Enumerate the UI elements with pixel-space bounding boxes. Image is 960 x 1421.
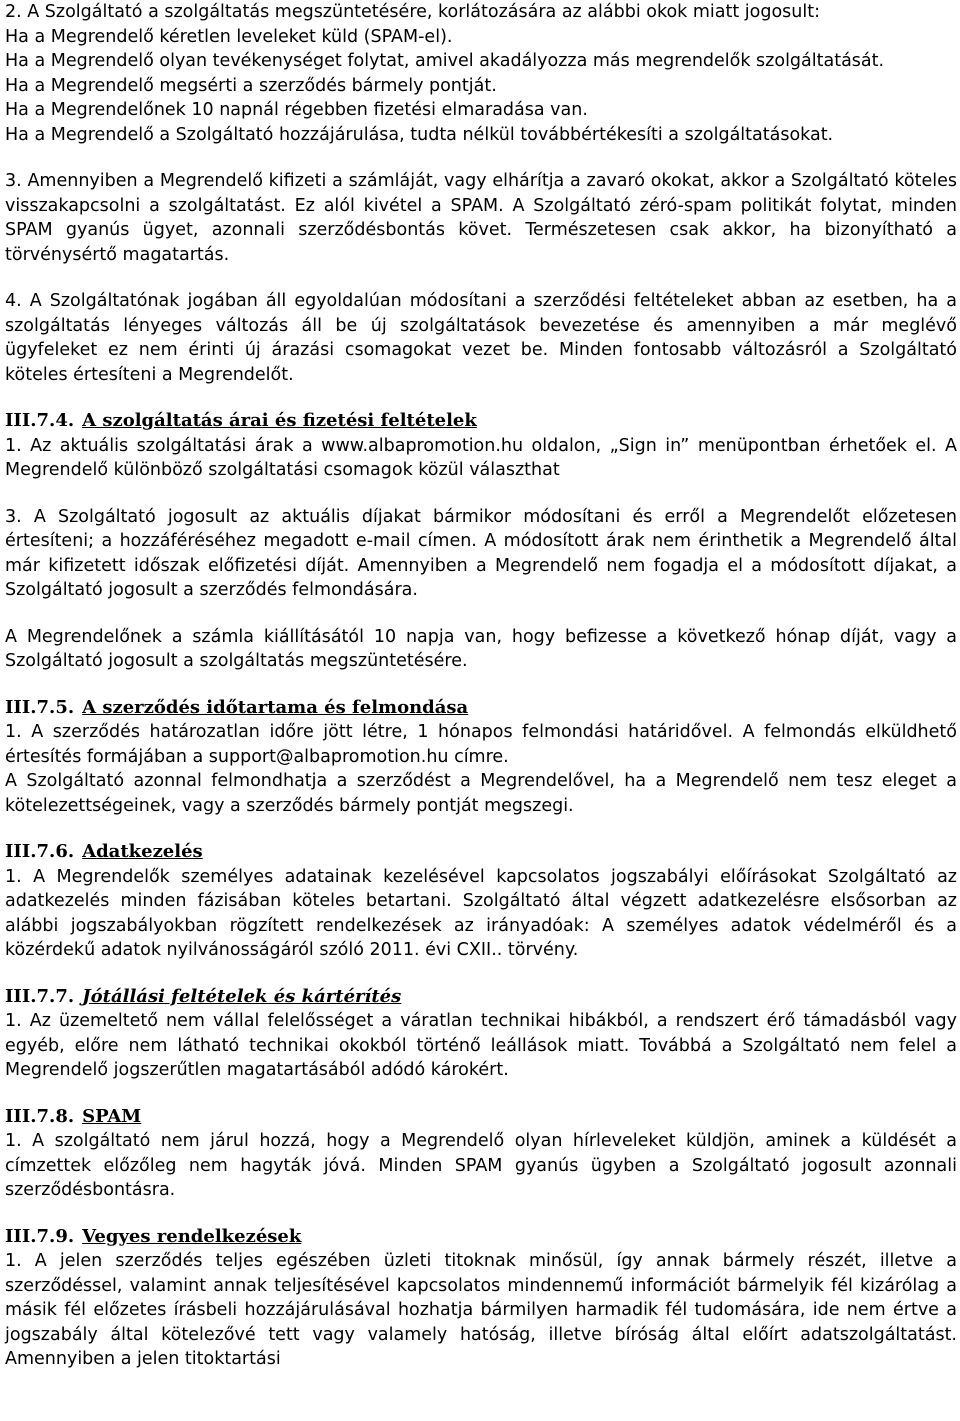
paragraph-price-change: 3. A Szolgáltató jogosult az aktuális díjakat bármikor módosítani és erről a Megrendelőt előzetesen értesíteni; a hozzáféréséhez megadott e-mail címen. A módosított árak nem érinthetik a Megrendelő által már kifizetett időszak előfizetési díját. Amennyiben a Megrendelő nem fogadja el a módosított díjakat, a Szolgáltató jogosult a szerződés felmondására. [5,506,957,600]
section-heading-misc [5,1225,957,1250]
paragraph-spam-policy: 1. A szolgáltató nem járul hozzá, hogy a Megrendelő olyan hírleveleket küldjön, aminek a küldését a címzettek előzőleg nem hagyták jóvá. Minden SPAM gyanús ügyben a Szolgáltató jogosult azonnali szerződésbontásra. [5,1131,957,1200]
section-heading-spam [5,1105,957,1130]
section-heading-prices [5,409,957,434]
section-number: III.7.9. [5,1225,75,1247]
section-number: III.7.6. [5,841,75,862]
section-title: A szerződés időtartama és felmondása [82,696,469,718]
section-title: Vegyes rendelkezések [82,1225,302,1247]
section-title: A szolgáltatás árai és fizetési feltételek [82,410,477,431]
section-number: III.7.7. [5,985,75,1007]
text-line: Ha a Megrendelőnek 10 napnál régebben fizetési elmaradása van. [5,100,588,120]
paragraph-data-processing: 1. A Megrendelők személyes adatainak kezelésével kapcsolatos jogszabályi előírásokat Szolgáltató az adatkezelés minden fázisában köteles betartani. Szolgáltató által végzett adatkezelésre elsősorban az alábbi jogszabályokban rögzített rendelkezések az irányadóak: A személyes adatok védelméről és a közérdekű adatok nyilvánosságáról szóló 2011. évi CXII.. törvény. [5,866,957,960]
paragraph-termination: 1. A szerződés határozatlan időre jött létre, 1 hónapos felmondási határidővel. A felmondás elküldhető értesítés formájában a support@albapromotion.hu címre. [5,722,957,767]
text-line: Ha a Megrendelő megsérti a szerződés bármely pontját. [5,75,497,96]
text-line: Ha a Megrendelő olyan tevékenységet folytat, amivel akadályozza más megrendelők szolgáltatását. [5,51,885,71]
section-heading-warranty [5,985,957,1010]
section-title: Adatkezelés [82,841,203,862]
section-heading-data-processing [5,840,957,865]
document-page [5,0,957,1372]
text-line: Ha a Megrendelő kéretlen leveleket küld (SPAM-el). [5,26,453,47]
paragraph-suspension-reasons [5,0,957,147]
text-line: Ha a Megrendelő a Szolgáltató hozzájárulása, tudta nélkül továbbértékesíti a szolgáltatásokat. [5,124,834,145]
section-number: III.7.5. [5,696,75,718]
section-heading-duration [5,696,957,721]
paragraph-confidentiality: 1. A jelen szerződés teljes egészében üzleti titoknak minősül, így annak bármely részét, illetve a szerződéssel, valamint annak teljesítésével kapcsolatos mindennemű információt bármelyik fél kizárólag a másik fél előzetes írásbeli hozzájárulásával hozhatja bármilyen harmadik fél tudomására, ide nem értve a jogszabály által kötelezővé tett vagy valamely hatóság, illetve bíróság által előírt adatszolgáltatást. Amennyiben a jelen titoktartási [5,1251,957,1369]
paragraph-immediate-termination: A Szolgáltató azonnal felmondhatja a szerződést a Megrendelővel, ha a Megrendelő nem tesz eleget a kötelezettségeinek, vagy a szerződés bármely pontját megszegi. [5,771,957,816]
paragraph-payment-deadline: A Megrendelőnek a számla kiállításától 10 napja van, hogy befizesse a következő hónap díját, vagy a Szolgáltató jogosult a szolgáltatás megszüntetésére. [5,626,957,671]
section-title: SPAM [82,1105,142,1127]
paragraph-modification: 4. A Szolgáltatónak jogában áll egyoldalúan módosítani a szerződési feltételeket abban az esetben, ha a szolgáltatás lényeges változás áll be új szolgáltatások bevezetése és amennyiben a már meglévő ügyfeleket ez nem érinti új árazási csomagokat vezet be. Minden fontosabb változásról a Szolgáltató köteles értesíteni a Megrendelőt. [5,291,957,385]
paragraph-reconnection: 3. Amennyiben a Megrendelő kifizeti a számláját, vagy elhárítja a zavaró okokat, akkor a Szolgáltató köteles visszakapcsolni a szolgáltatást. Ez alól kivétel a SPAM. A Szolgáltató zéró-spam politikát folytat, minden SPAM gyanús ügyet, azonnali szerződésbontás követ. Természetesen csak akkor, ha bizonyítható a törvénysértő magatartás. [5,171,957,265]
section-title: Jótállási feltételek és kártérítés [82,985,402,1007]
section-number: III.7.8. [5,1105,75,1127]
text-line: 2. A Szolgáltató a szolgáltatás megszüntetésére, korlátozására az alábbi okok miatt jogosult: [5,2,820,22]
paragraph-liability: 1. Az üzemeltető nem vállal felelősséget a váratlan technikai hibákból, a rendszert érő támadásból vagy egyéb, előre nem látható technikai okokból történő leállások miatt. Továbbá a Szolgáltató nem felel a Megrendelő jogszerűtlen magatartásából adódó károkért. [5,1011,957,1080]
section-number: III.7.4. [5,410,75,431]
paragraph-current-prices: 1. Az aktuális szolgáltatási árak a www.albapromotion.hu oldalon, „Sign in” menüpontban érhetőek el. A Megrendelő különböző szolgáltatási csomagok közül választhat [5,435,957,480]
